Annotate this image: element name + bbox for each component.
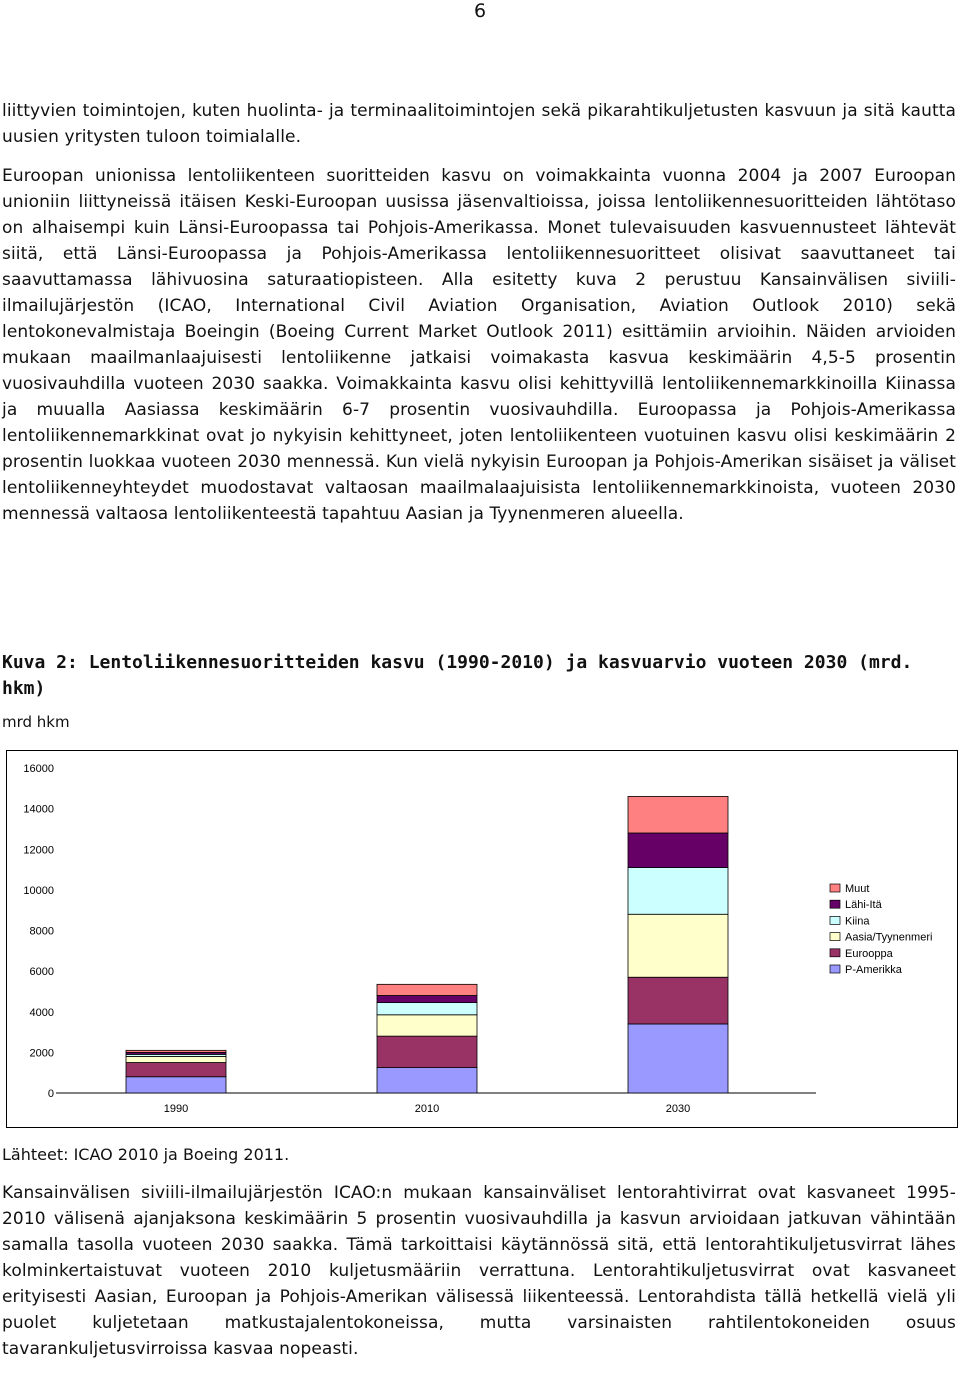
legend-label-4: Eurooppa — [845, 947, 893, 960]
y-tick-label-12000: 12000 — [23, 844, 54, 857]
bar-2010-2 — [377, 1015, 477, 1036]
stacked-bar-chart — [6, 750, 958, 1128]
chart-frame — [6, 750, 958, 1128]
y-tick-label-16000: 16000 — [23, 763, 54, 775]
bar-2030-4 — [628, 833, 728, 868]
bar-2030-0 — [628, 1024, 728, 1093]
legend-swatch-4 — [830, 949, 840, 957]
bar-2030-5 — [628, 796, 728, 833]
bar-1990-5 — [126, 1050, 226, 1052]
bar-1990-2 — [126, 1056, 226, 1062]
legend-label-2: Kiina — [845, 915, 870, 928]
body-paragraph-3: Kansainvälisen siviili-ilmailujärjestön ICAO:n mukaan kansainväliset lentorahtivirrat ovat kasvaneet 1995-2010 välisenä ajanjaksona keskimäärin 5 prosentin vuosivauhdilla ja kasvun arvioidaan jatkuvan vähintään samalla tasolla vuoteen 2030 saakka. Tämä tarkoittaisi käytännössä sitä, että lentorahtikuljetusvirrat lähes kolminkertaistuvat vuoteen 2010 kuljetusmääriin verrattuna. Lentorahtikuljetusvirrat ovat kasvaneet erityisesti Aasian, Euroopan ja Pohjois-Amerikan välisessä liikenteessä. Lentorahdista tällä hetkellä vielä yli puolet kuljetetaan matkustajalentokoneissa, mutta varsinaisten rahtilentokoneiden osuus tavarankuljetusvirroissa kasvaa nopeasti. — [2, 1183, 956, 1359]
bar-2030-3 — [628, 868, 728, 915]
x-tick-label-1990: 1990 — [163, 1103, 189, 1115]
bar-2010-5 — [377, 984, 477, 995]
legend-swatch-2 — [830, 916, 840, 924]
y-tick-label-2000: 2000 — [29, 1047, 54, 1060]
bar-2030-1 — [628, 977, 728, 1024]
bar-2010-1 — [377, 1036, 477, 1067]
legend-swatch-3 — [830, 933, 840, 941]
y-tick-label-8000: 8000 — [29, 925, 54, 938]
legend-label-5: P-Amerikka — [845, 964, 902, 976]
bar-1990-0 — [126, 1077, 226, 1093]
y-tick-label-4000: 4000 — [29, 1006, 54, 1019]
legend-label-3: Aasia/Tyynenmeri — [845, 931, 933, 944]
bar-2030-2 — [628, 914, 728, 977]
legend-swatch-5 — [830, 965, 840, 973]
x-tick-label-2030: 2030 — [665, 1103, 691, 1115]
legend-swatch-0 — [830, 884, 840, 892]
body-paragraph-1: liittyvien toimintojen, kuten huolinta- ja terminaalitoimintojen sekä pikarahtikuljetusten kasvuun ja sitä kautta uusien yritysten tuloon toimialalle. — [2, 101, 956, 147]
bar-2010-4 — [377, 996, 477, 1003]
page-number: 6 — [473, 0, 487, 22]
legend-label-0: Muut — [845, 883, 870, 895]
y-tick-label-0: 0 — [47, 1088, 54, 1100]
y-tick-label-14000: 14000 — [23, 803, 54, 816]
legend-swatch-1 — [830, 900, 840, 908]
x-tick-label-2010: 2010 — [414, 1103, 440, 1115]
y-tick-label-6000: 6000 — [29, 966, 54, 979]
figure-caption: Kuva 2: Lentoliikennesuoritteiden kasvu (1990-2010) ja kasvuarvio vuoteen 2030 (mrd. hkm) — [2, 652, 913, 699]
legend-label-1: Lähi-Itä — [845, 899, 882, 912]
bar-2010-0 — [377, 1068, 477, 1093]
y-unit-label: mrd hkm — [2, 713, 70, 731]
y-tick-label-10000: 10000 — [23, 884, 54, 897]
bar-2010-3 — [377, 1003, 477, 1015]
body-paragraph-2: Euroopan unionissa lentoliikenteen suoritteiden kasvu on voimakkainta vuonna 2004 ja 2007 Euroopan unioniin liittyneissä itäisen Keski-Euroopan uusissa jäsenvaltioissa, joissa lentoliikennesuoritteiden lähtötaso on alhaisempi kuin Länsi-Euroopassa tai Pohjois-Amerikassa. Monet tulevaisuuden kasvuennusteet lähtevät siitä, että Länsi-Euroopassa ja Pohjois-Amerikassa lentoliikennesuoritteet olisivat saavuttaneet tai saavuttamassa lähivuosina saturaatiopisteen. Alla esitetty kuva 2 perustuu Kansainvälisen siviili-ilmailujärjestön (ICAO, International Civil Aviation Organisation, Aviation Outlook 2010) sekä lentokonevalmistaja Boeingin (Boeing Current Market Outlook 2011) esittämiin arvioihin. Näiden arvioiden mukaan maailmanlaajuisesti lentoliikenne jatkaisi voimakasta kasvua keskimäärin 4,5-5 prosentin vuosivauhdilla vuoteen 2030 saakka. Voimakkainta kasvu olisi kehittyvillä lentoliikennemarkkinoilla Kiinassa ja muualla Aasiassa keskimäärin 6-7 prosentin vuosivauhdilla. Euroopassa ja Pohjois-Amerikassa lentoliikennemarkkinat ovat jo nykyisin kehittyneet, joten lentoliikenteen vuotuinen kasvu olisi keskimäärin 2 prosentin luokkaa vuoteen 2030 mennessä. Kun vielä nykyisin Euroopan ja Pohjois-Amerikan sisäiset ja väliset lentoliikenneyhteydet muodostavat valtaosan maailmalaajuisista lentoliikennemarkkinoista, vuoteen 2030 mennessä valtaosa lentoliikenteestä tapahtuu Aasian ja Tyynenmeren alueella. — [2, 166, 956, 524]
bar-1990-1 — [126, 1063, 226, 1077]
figure-source: Lähteet: ICAO 2010 ja Boeing 2011. — [2, 1145, 290, 1164]
